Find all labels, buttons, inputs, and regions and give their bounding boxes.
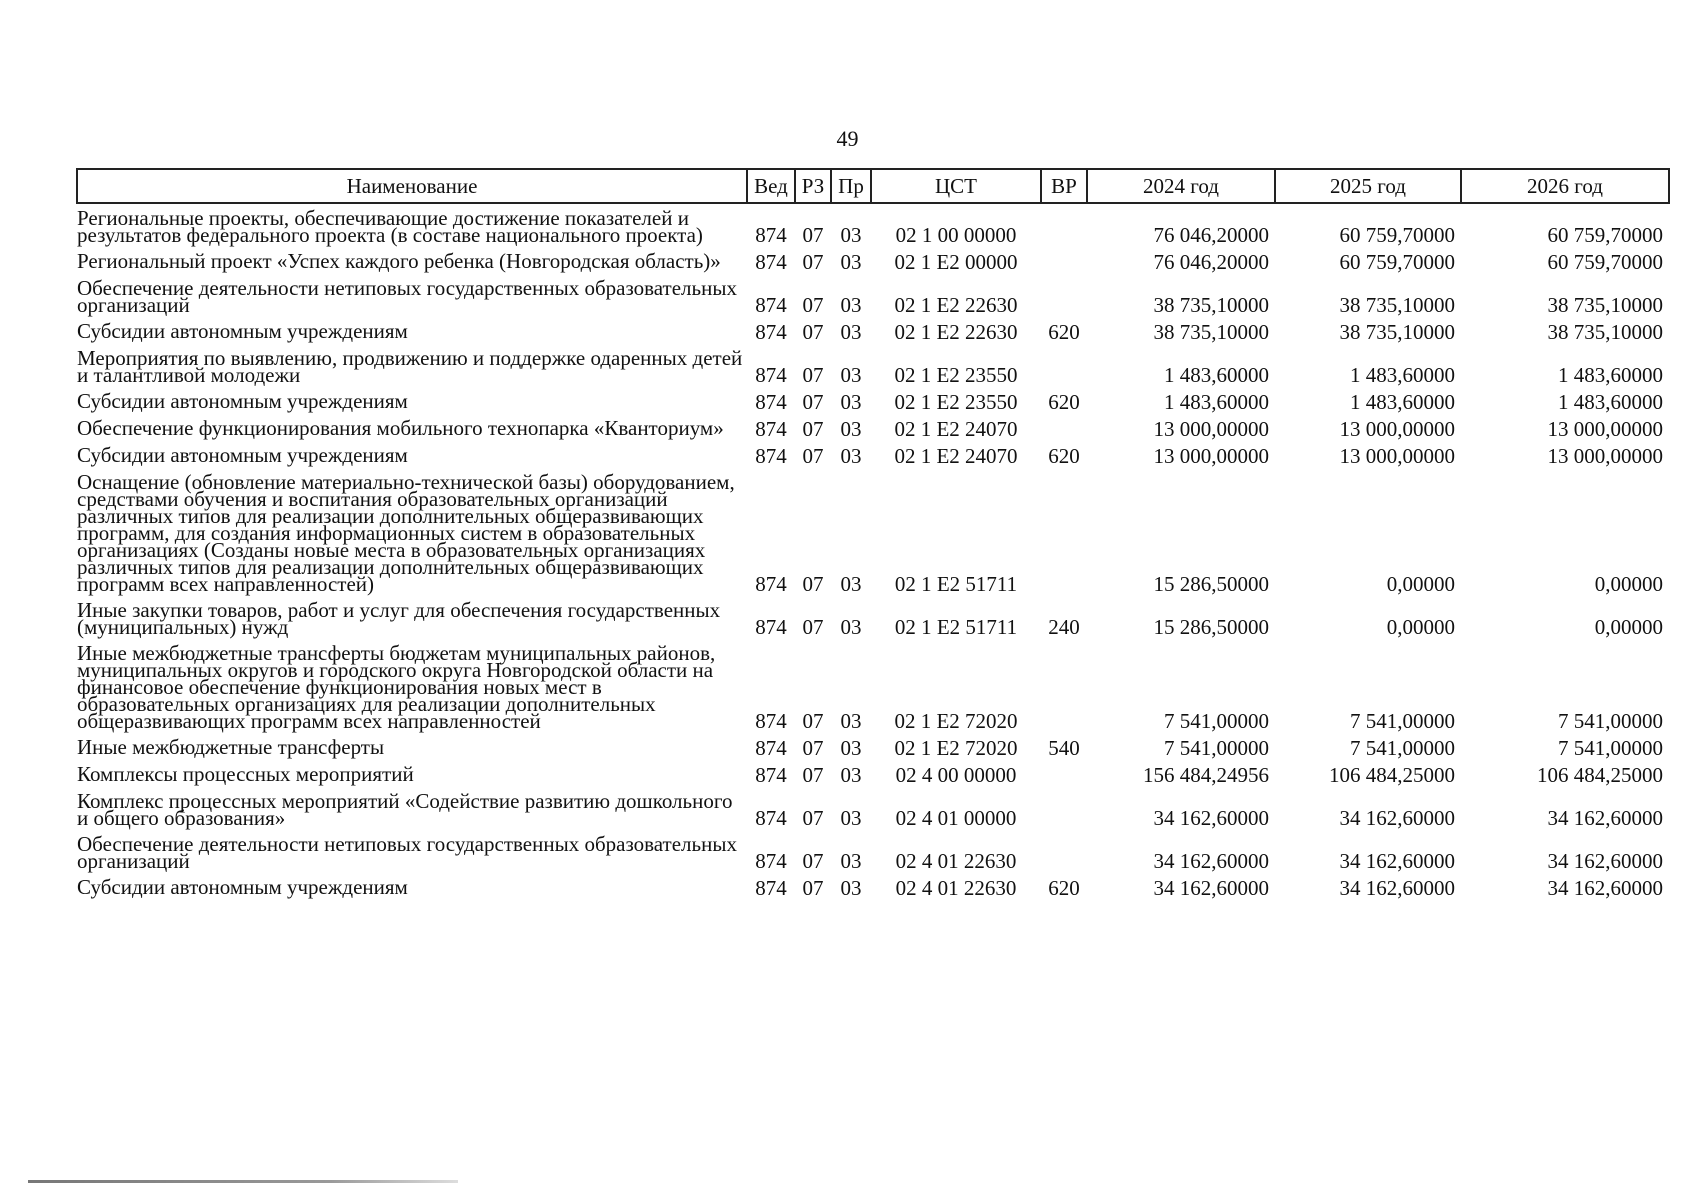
cell-vr [1041,830,1087,873]
cell-2025: 38 735,10000 [1339,293,1455,317]
cell-pr: 03 [840,223,862,247]
cell-vr [1041,414,1087,441]
cell-ved: 874 [755,876,787,900]
cell-2026: 1 483,60000 [1558,390,1663,414]
cell-ved: 874 [755,390,787,414]
cell-ved: 874 [755,849,787,873]
cell-2026: 34 162,60000 [1547,806,1663,830]
cell-2026: 1 483,60000 [1558,363,1663,387]
cell-2024: 156 484,24956 [1143,763,1269,787]
cell-name: Субсидии автономным учреждениям [77,319,408,343]
cell-cst: 02 1 E2 72020 [894,736,1018,760]
cell-2024: 13 000,00000 [1153,444,1269,468]
table-row [77,639,1669,733]
cell-name: Иные межбюджетные трансферты [77,735,385,759]
header-rz: РЗ [795,169,831,203]
table-row [77,787,1669,830]
cell-2025: 1 483,60000 [1350,390,1455,414]
cell-rz: 07 [802,444,824,468]
cell-pr: 03 [840,572,862,596]
cell-name: Оснащение (обновление материально-технической базы) оборудованием, средствами обучения и воспитания образовательных организаций различных типов для реализации дополнительных общеразвивающих программ, для создания информационных систем в образовательных организациях (Созданы новые места в образовательных организациях различных типов для реализации дополнительных общеразвивающих программ всех направленностей) [77,470,735,596]
cell-2025: 38 735,10000 [1339,320,1455,344]
table-row [77,414,1669,441]
cell-ved: 874 [755,223,787,247]
cell-2024: 1 483,60000 [1164,390,1269,414]
cell-cst: 02 1 E2 22630 [894,293,1018,317]
header-2026: 2026 год [1461,169,1669,203]
budget-table [76,168,1670,900]
cell-cst: 02 1 00 00000 [895,223,1017,247]
cell-vr [1041,468,1087,596]
cell-ved: 874 [755,806,787,830]
cell-2024: 15 286,50000 [1153,572,1269,596]
table-body [77,203,1669,900]
cell-2025: 0,00000 [1386,572,1455,596]
cell-cst: 02 1 E2 51711 [894,615,1018,639]
cell-vr: 620 [1048,444,1080,468]
cell-rz: 07 [802,849,824,873]
cell-vr: 240 [1048,615,1080,639]
header-2024: 2024 год [1087,169,1275,203]
cell-name: Иные закупки товаров, работ и услуг для обеспечения государственных (муниципальных) нужд [77,598,721,639]
cell-ved: 874 [755,320,787,344]
cell-ved: 874 [755,615,787,639]
cell-cst: 02 4 00 00000 [895,763,1017,787]
cell-rz: 07 [802,293,824,317]
cell-pr: 03 [840,320,862,344]
cell-cst: 02 4 01 22630 [895,876,1017,900]
cell-2026: 0,00000 [1594,572,1663,596]
cell-2025: 60 759,70000 [1339,250,1455,274]
cell-2024: 15 286,50000 [1153,615,1269,639]
cell-pr: 03 [840,363,862,387]
cell-2026: 7 541,00000 [1558,709,1663,733]
cell-rz: 07 [802,806,824,830]
table-row [77,468,1669,596]
cell-vr: 620 [1048,876,1080,900]
cell-ved: 874 [755,444,787,468]
cell-cst: 02 1 E2 22630 [894,320,1018,344]
cell-rz: 07 [802,363,824,387]
cell-2024: 13 000,00000 [1153,417,1269,441]
cell-2024: 76 046,20000 [1153,250,1269,274]
cell-ved: 874 [755,572,787,596]
cell-2026: 34 162,60000 [1547,849,1663,873]
cell-rz: 07 [802,320,824,344]
cell-rz: 07 [802,223,824,247]
cell-2025: 7 541,00000 [1350,709,1455,733]
cell-2026: 38 735,10000 [1547,320,1663,344]
cell-ved: 874 [755,709,787,733]
cell-vr [1041,639,1087,733]
cell-vr: 540 [1048,736,1080,760]
cell-name: Обеспечение деятельности нетиповых государственных образовательных организаций [77,276,737,317]
cell-cst: 02 1 E2 24070 [894,417,1018,441]
table-row [77,760,1669,787]
cell-2026: 60 759,70000 [1547,250,1663,274]
cell-pr: 03 [840,709,862,733]
cell-pr: 03 [840,806,862,830]
cell-vr: 620 [1048,390,1080,414]
cell-2025: 34 162,60000 [1339,806,1455,830]
cell-2024: 7 541,00000 [1164,709,1269,733]
cell-rz: 07 [802,390,824,414]
cell-2026: 0,00000 [1594,615,1663,639]
cell-2024: 7 541,00000 [1164,736,1269,760]
cell-2026: 60 759,70000 [1547,223,1663,247]
cell-2026: 13 000,00000 [1547,444,1663,468]
table-row [77,203,1669,247]
cell-2024: 34 162,60000 [1153,806,1269,830]
cell-ved: 874 [755,363,787,387]
cell-ved: 874 [755,736,787,760]
cell-2025: 60 759,70000 [1339,223,1455,247]
cell-pr: 03 [840,736,862,760]
cell-ved: 874 [755,417,787,441]
cell-pr: 03 [840,849,862,873]
cell-cst: 02 1 E2 23550 [894,363,1018,387]
cell-name: Субсидии автономным учреждениям [77,389,408,413]
cell-vr [1041,203,1087,247]
table-row [77,247,1669,274]
cell-pr: 03 [840,444,862,468]
cell-name: Региональные проекты, обеспечивающие достижение показателей и результатов федерального проекта (в составе национального проекта) [77,206,703,247]
cell-vr [1041,344,1087,387]
cell-2024: 34 162,60000 [1153,876,1269,900]
cell-ved: 874 [755,250,787,274]
cell-name: Обеспечение деятельности нетиповых государственных образовательных организаций [77,832,737,873]
cell-rz: 07 [802,736,824,760]
cell-name: Мероприятия по выявлению, продвижению и поддержке одаренных детей и талантливой молодежи [77,346,743,387]
header-vr: ВР [1041,169,1087,203]
cell-pr: 03 [840,876,862,900]
cell-2025: 34 162,60000 [1339,849,1455,873]
cell-2025: 13 000,00000 [1339,417,1455,441]
cell-2026: 7 541,00000 [1558,736,1663,760]
header-name: Наименование [77,169,747,203]
table-row [77,873,1669,900]
table-row [77,344,1669,387]
cell-vr: 620 [1048,320,1080,344]
cell-cst: 02 1 E2 23550 [894,390,1018,414]
table-row [77,830,1669,873]
cell-2025: 0,00000 [1386,615,1455,639]
cell-vr [1041,274,1087,317]
cell-rz: 07 [802,615,824,639]
cell-2026: 106 484,25000 [1537,763,1663,787]
cell-2026: 13 000,00000 [1547,417,1663,441]
cell-rz: 07 [802,763,824,787]
table-row [77,733,1669,760]
table-row [77,441,1669,468]
cell-pr: 03 [840,250,862,274]
cell-rz: 07 [802,876,824,900]
cell-cst: 02 4 01 22630 [895,849,1017,873]
cell-vr [1041,787,1087,830]
header-ved: Вед [747,169,795,203]
cell-2024: 1 483,60000 [1164,363,1269,387]
cell-2025: 1 483,60000 [1350,363,1455,387]
cell-name: Комплекс процессных мероприятий «Содействие развитию дошкольного и общего образования» [77,789,733,830]
cell-vr [1041,247,1087,274]
cell-2024: 38 735,10000 [1153,320,1269,344]
cell-pr: 03 [840,390,862,414]
cell-name: Обеспечение функционирования мобильного технопарка «Кванториум» [77,416,724,440]
cell-2024: 38 735,10000 [1153,293,1269,317]
cell-cst: 02 4 01 00000 [895,806,1017,830]
cell-2026: 38 735,10000 [1547,293,1663,317]
cell-ved: 874 [755,763,787,787]
cell-cst: 02 1 E2 72020 [894,709,1018,733]
cell-2025: 7 541,00000 [1350,736,1455,760]
cell-rz: 07 [802,417,824,441]
cell-2025: 106 484,25000 [1329,763,1455,787]
cell-name: Субсидии автономным учреждениям [77,875,408,899]
cell-vr [1041,760,1087,787]
cell-2024: 76 046,20000 [1153,223,1269,247]
cell-cst: 02 1 E2 51711 [894,572,1018,596]
cell-2025: 13 000,00000 [1339,444,1455,468]
cell-2025: 34 162,60000 [1339,876,1455,900]
header-cst: ЦСТ [871,169,1041,203]
cell-pr: 03 [840,615,862,639]
table-row [77,274,1669,317]
header-pr: Пр [831,169,871,203]
cell-name: Субсидии автономным учреждениям [77,443,408,467]
cell-name: Иные межбюджетные трансферты бюджетам муниципальных районов, муниципальных округов и городского округа Новгородской области на финансовое обеспечение функционирования новых мест в образовательных организациях для реализации дополнительных общеразвивающих программ всех направленностей [77,641,716,733]
cell-cst: 02 1 E2 24070 [894,444,1018,468]
cell-name: Комплексы процессных мероприятий [77,762,414,786]
table-row [77,387,1669,414]
cell-pr: 03 [840,763,862,787]
cell-rz: 07 [802,250,824,274]
cell-2026: 34 162,60000 [1547,876,1663,900]
page-number: 49 [836,126,859,151]
cell-ved: 874 [755,293,787,317]
table-header-row [77,169,1669,203]
scan-edge-line [28,1180,458,1183]
table-row [77,596,1669,639]
cell-cst: 02 1 E2 00000 [894,250,1018,274]
cell-pr: 03 [840,293,862,317]
cell-pr: 03 [840,417,862,441]
cell-name: Региональный проект «Успех каждого ребенка (Новгородская область)» [77,249,721,273]
cell-2024: 34 162,60000 [1153,849,1269,873]
header-2025: 2025 год [1275,169,1461,203]
cell-rz: 07 [802,709,824,733]
cell-rz: 07 [802,572,824,596]
table-row [77,317,1669,344]
